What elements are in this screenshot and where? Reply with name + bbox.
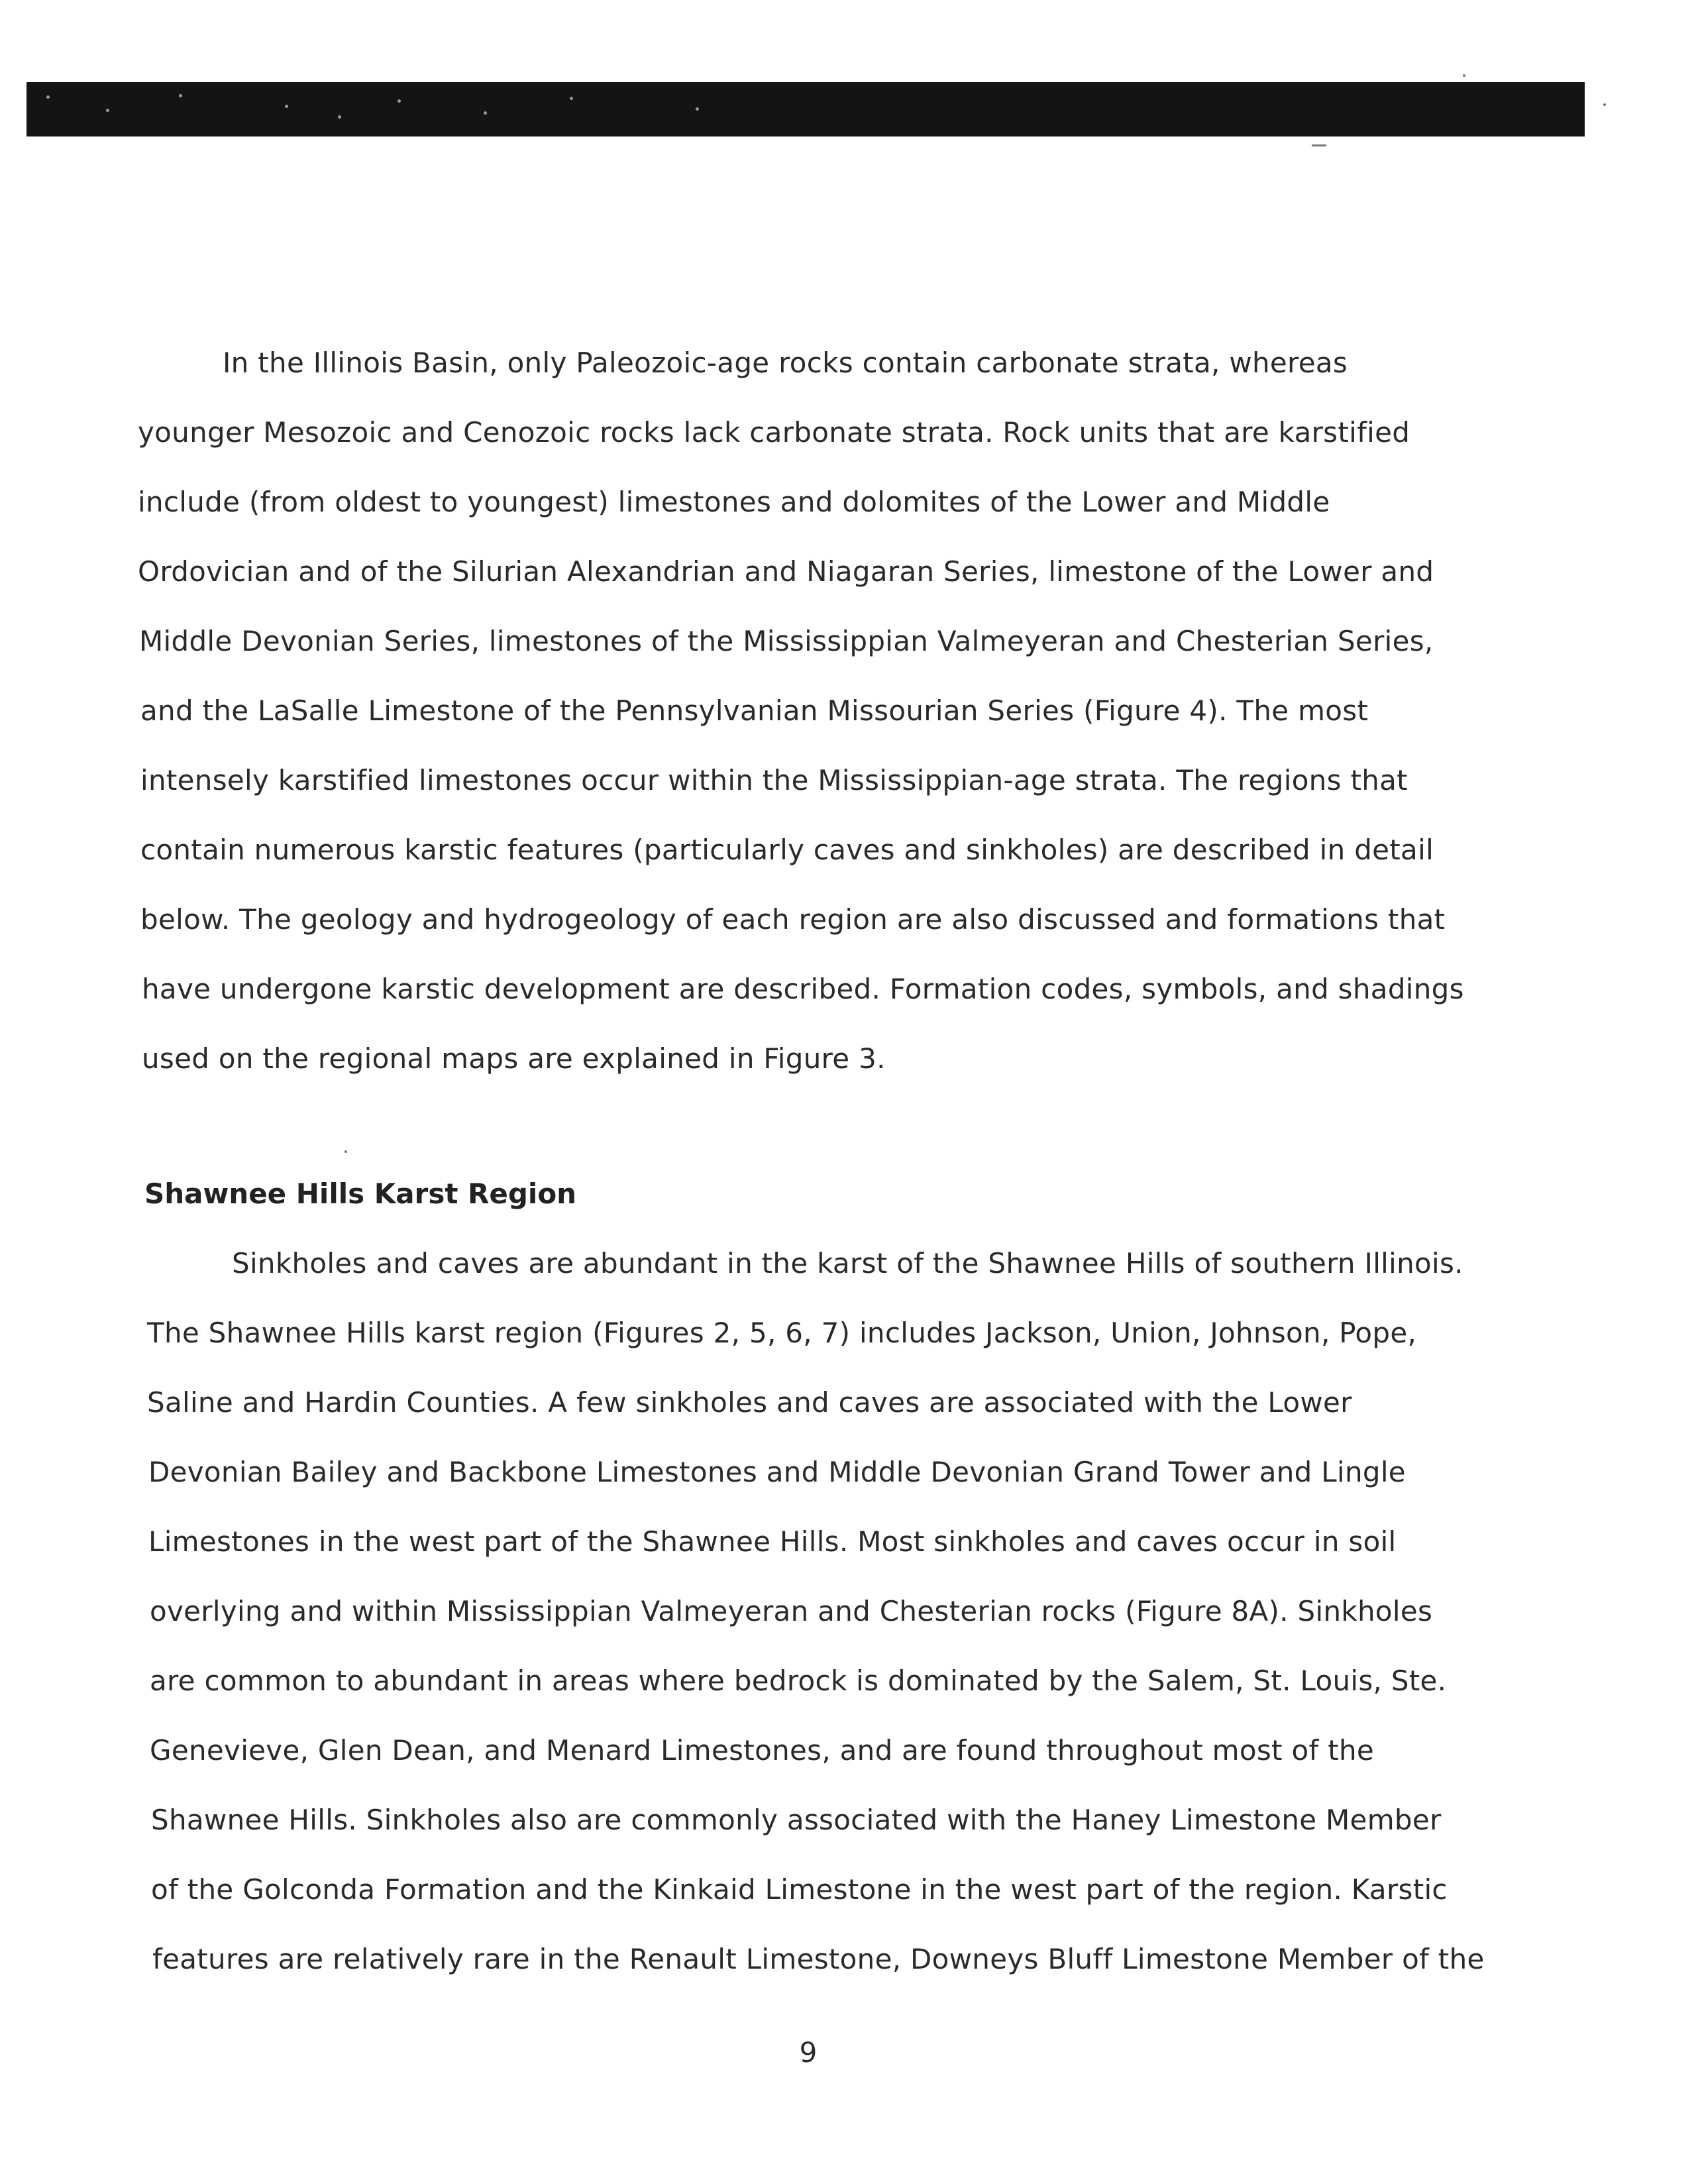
scan-speck [696,107,699,111]
scan-dash [1312,144,1326,146]
paragraph-1-line-4: Ordovician and of the Silurian Alexandrian and Niagaran Series, limestone of the Lower and [138,555,1434,588]
scan-speck [570,97,573,100]
paragraph-2-line-7: are common to abundant in areas where bedrock is dominated by the Salem, St. Louis, Ste. [150,1665,1447,1697]
scan-speck [46,95,50,99]
paragraph-1-line-10: have undergone karstic development are described. Formation codes, symbols, and shadings [142,973,1464,1005]
paragraph-1-line-2: younger Mesozoic and Cenozoic rocks lack carbonate strata. Rock units that are karstified [138,416,1410,449]
paragraph-2-line-10: of the Golconda Formation and the Kinkaid Limestone in the west part of the region. Karstic [151,1873,1448,1906]
paragraph-2-line-11: features are relatively rare in the Renault Limestone, Downeys Bluff Limestone Member of the [152,1943,1485,1975]
paragraph-2-line-8: Genevieve, Glen Dean, and Menard Limestones, and are found throughout most of the [150,1734,1375,1767]
paragraph-2-line-1: Sinkholes and caves are abundant in the karst of the Shawnee Hills of southern Illinois. [232,1247,1463,1280]
section-heading: Shawnee Hills Karst Region [144,1177,577,1210]
paragraph-1-line-7: intensely karstified limestones occur within the Mississippian-age strata. The regions that [140,764,1408,796]
paragraph-1-line-11: used on the regional maps are explained in Figure 3. [142,1042,886,1075]
scan-dot [1603,103,1606,106]
paragraph-1-line-5: Middle Devonian Series, limestones of the Mississippian Valmeyeran and Chesterian Series, [139,625,1434,657]
paragraph-1-line-9: below. The geology and hydrogeology of each region are also discussed and formations that [140,903,1446,936]
page-number: 9 [799,2036,818,2069]
scan-speck [398,99,401,103]
paragraph-2-line-3: Saline and Hardin Counties. A few sinkholes and caves are associated with the Lower [147,1386,1352,1419]
paragraph-2-line-2: The Shawnee Hills karst region (Figures 2, 5, 6, 7) includes Jackson, Union, Johnson, Pope, [147,1317,1417,1349]
scan-speck [179,94,182,97]
paragraph-1-line-6: and the LaSalle Limestone of the Pennsylvanian Missourian Series (Figure 4). The most [140,694,1369,727]
paragraph-2-line-5: Limestones in the west part of the Shawnee Hills. Most sinkholes and caves occur in soil [148,1525,1397,1558]
paragraph-1-line-3: include (from oldest to youngest) limestones and dolomites of the Lower and Middle [138,486,1330,518]
paragraph-1-line-1: In the Illinois Basin, only Paleozoic-age rocks contain carbonate strata, whereas [223,347,1348,379]
paragraph-1-line-8: contain numerous karstic features (particularly caves and sinkholes) are described in detail [140,834,1434,866]
paragraph-2-line-9: Shawnee Hills. Sinkholes also are commonly associated with the Haney Limestone Member [151,1804,1442,1836]
scan-speck [285,105,288,108]
scan-speck [484,111,487,115]
scan-dot [1463,74,1465,77]
paragraph-2-line-4: Devonian Bailey and Backbone Limestones and Middle Devonian Grand Tower and Lingle [148,1456,1406,1488]
scan-speck [106,109,109,112]
scan-header-bar [26,82,1585,136]
paragraph-2-line-6: overlying and within Mississippian Valmeyeran and Chesterian rocks (Figure 8A). Sinkholes [150,1595,1433,1627]
scan-dot [344,1150,347,1153]
scan-speck [338,115,341,119]
